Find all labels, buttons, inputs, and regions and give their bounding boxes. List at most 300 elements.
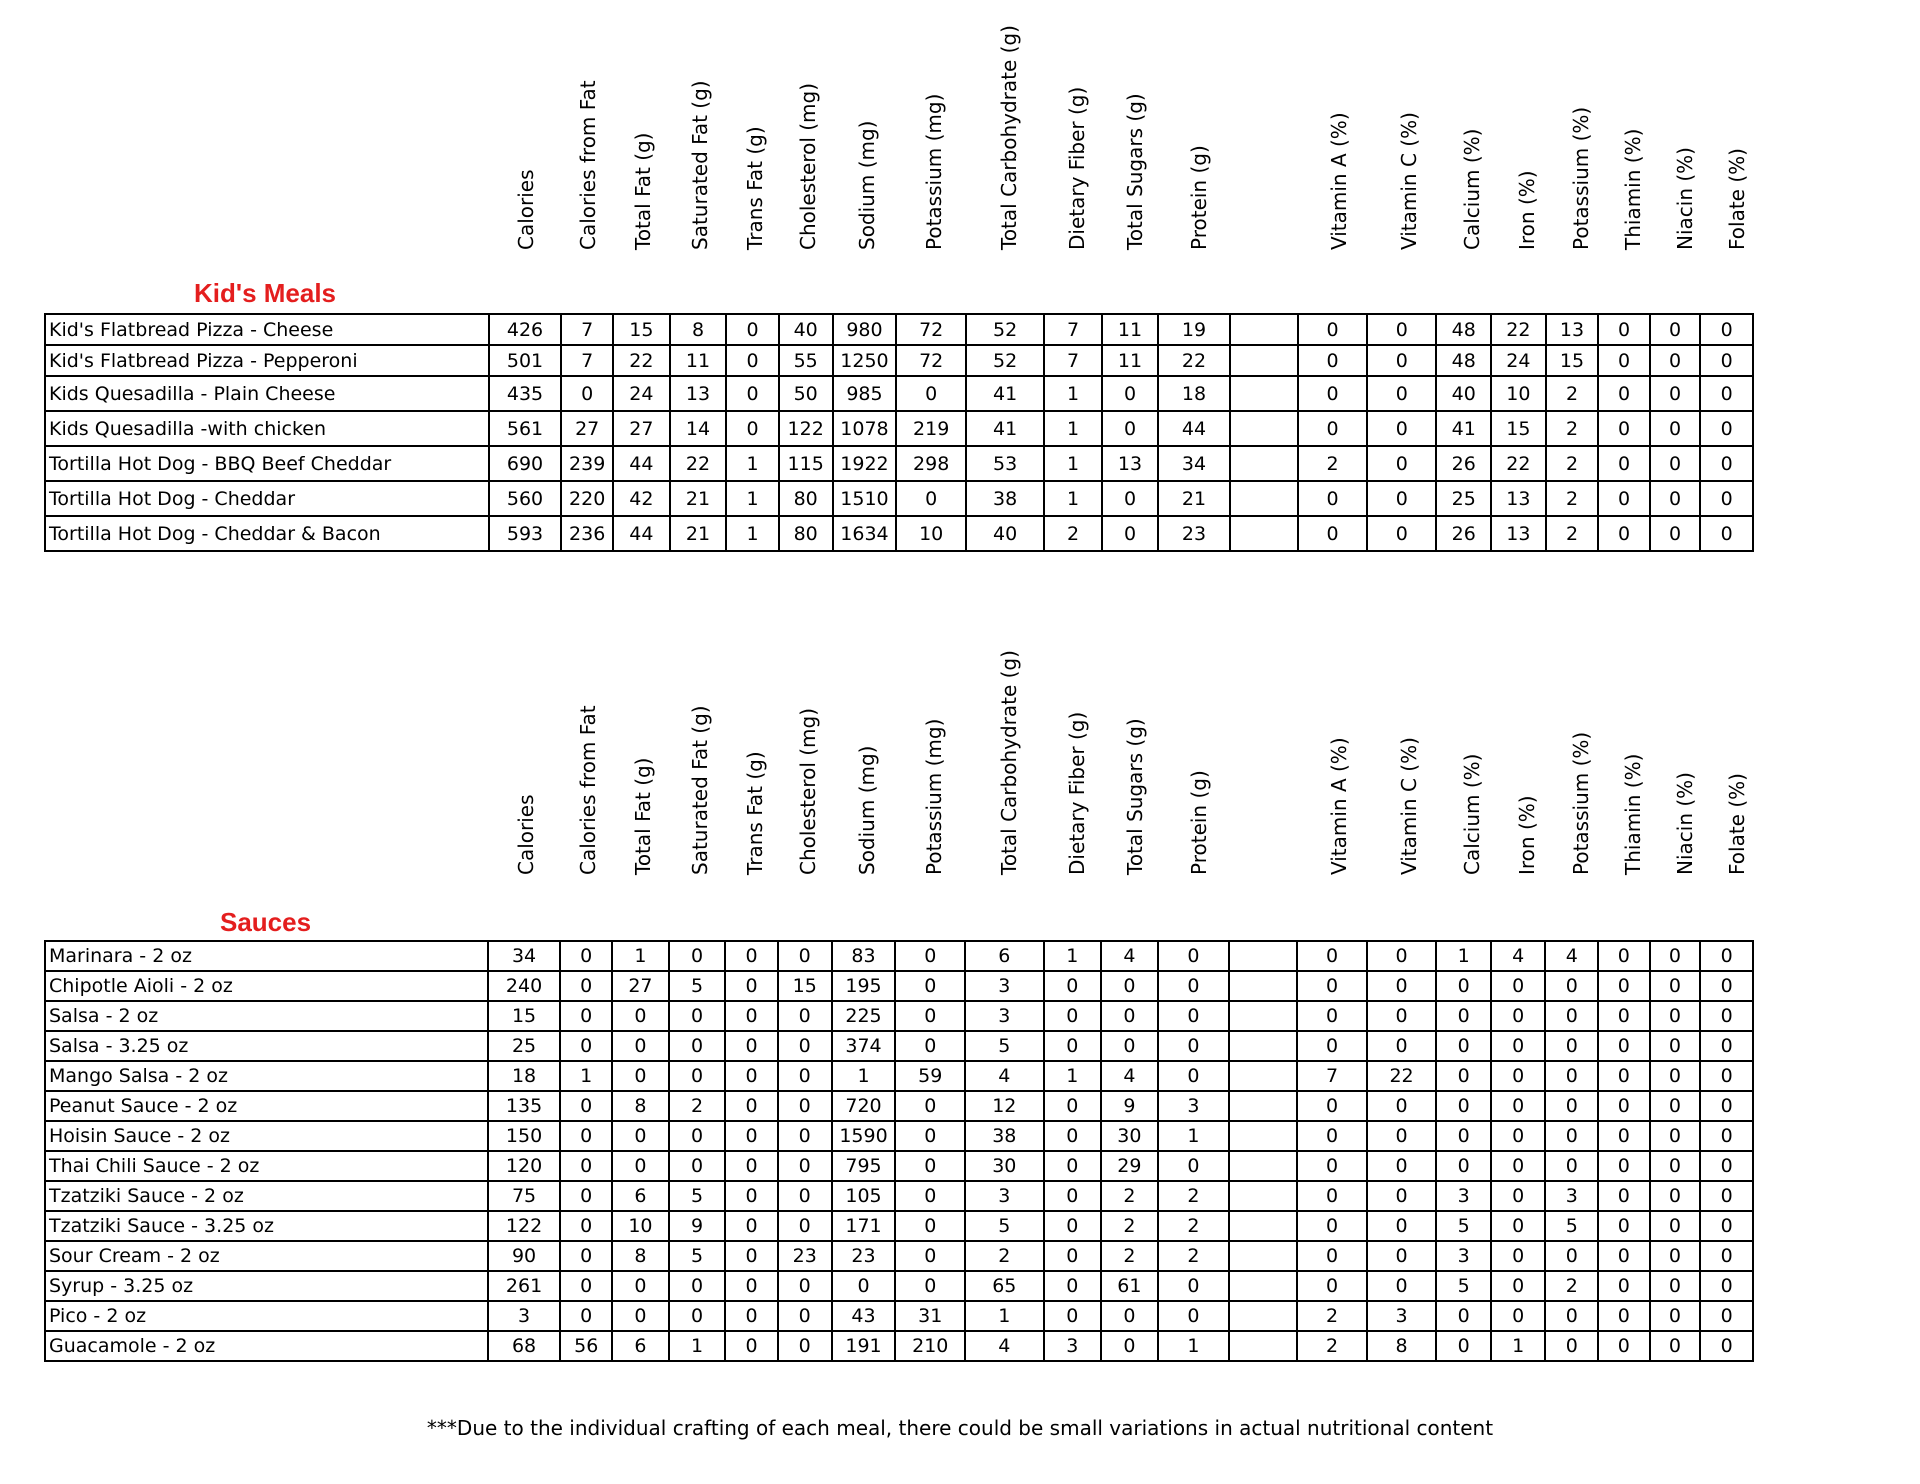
table-cell: [1229, 1331, 1297, 1361]
table-cell: 0: [669, 1121, 726, 1151]
table-cell: 0: [1650, 1241, 1701, 1271]
table-cell: 0: [612, 1121, 669, 1151]
table-cell: [1230, 376, 1298, 411]
table-cell: 44: [1158, 411, 1229, 446]
table-cell: 0: [1367, 1271, 1437, 1301]
table-cell: 0: [1367, 314, 1436, 345]
table-cell: 11: [1102, 314, 1159, 345]
table-cell: 80: [779, 481, 833, 516]
table-cell: 0: [669, 1001, 726, 1031]
table-cell: 0: [725, 1061, 778, 1091]
column-header: Calories: [513, 794, 538, 875]
table-cell: 0: [1598, 516, 1650, 551]
table-cell: 115: [779, 446, 833, 481]
table-cell: 1: [726, 481, 779, 516]
table-cell: 0: [778, 1031, 832, 1061]
column-header: Total Fat (g): [630, 132, 655, 250]
table-cell: 23: [1158, 516, 1229, 551]
table-cell: 44: [613, 446, 670, 481]
column-header: Folate (%): [1724, 148, 1749, 250]
table-cell: 24: [613, 376, 670, 411]
item-name: Kids Quesadilla - Plain Cheese: [45, 376, 489, 411]
table-cell: [1230, 345, 1298, 376]
table-cell: 0: [725, 1181, 778, 1211]
table-cell: 48: [1436, 314, 1491, 345]
table-cell: 0: [725, 1091, 778, 1121]
table-cell: 4: [965, 1331, 1043, 1361]
table-cell: 9: [669, 1211, 726, 1241]
table-cell: 0: [1436, 971, 1491, 1001]
table-cell: 0: [1491, 1001, 1546, 1031]
table-cell: 2: [1297, 1331, 1366, 1361]
table-cell: 2: [1298, 446, 1367, 481]
table-cell: 0: [1367, 1241, 1437, 1271]
table-cell: 0: [725, 1331, 778, 1361]
table-cell: 0: [778, 941, 832, 971]
table-cell: 561: [489, 411, 562, 446]
table-cell: 0: [560, 941, 612, 971]
table-cell: 0: [1158, 971, 1229, 1001]
table-cell: 0: [560, 1121, 612, 1151]
table-cell: 0: [1436, 1091, 1491, 1121]
table-cell: 80: [779, 516, 833, 551]
table-cell: 0: [725, 1271, 778, 1301]
table-cell: 61: [1101, 1271, 1158, 1301]
table-cell: 1: [1491, 1331, 1546, 1361]
table-cell: 0: [1545, 1031, 1598, 1061]
column-header: Protein (g): [1187, 770, 1211, 875]
table-cell: 2: [1546, 376, 1599, 411]
table-cell: 0: [1367, 1091, 1437, 1121]
column-header: Iron (%): [1514, 795, 1539, 875]
table-cell: 0: [1044, 1211, 1102, 1241]
table-cell: 8: [670, 314, 727, 345]
column-header: Cholesterol (mg): [796, 707, 820, 875]
table-cell: 0: [1650, 345, 1701, 376]
table-cell: 0: [669, 1031, 726, 1061]
table-cell: 7: [1044, 345, 1101, 376]
table-cell: 0: [1650, 1301, 1701, 1331]
table-cell: 10: [896, 516, 966, 551]
table-cell: [1229, 1031, 1297, 1061]
table-cell: 4: [1101, 1061, 1158, 1091]
table-cell: 0: [725, 1151, 778, 1181]
table-cell: 1590: [832, 1121, 896, 1151]
table-cell: 0: [561, 376, 613, 411]
table-cell: 0: [1491, 1061, 1546, 1091]
table-cell: 0: [1367, 446, 1436, 481]
table-cell: 0: [895, 1211, 965, 1241]
table-cell: 0: [1650, 1031, 1701, 1061]
table-cell: 3: [1436, 1241, 1491, 1271]
table-cell: 0: [1700, 1241, 1753, 1271]
table-cell: 0: [1598, 1001, 1650, 1031]
table-cell: 0: [1700, 1121, 1753, 1151]
column-header: Total Fat (g): [630, 757, 655, 875]
table-cell: 1: [669, 1331, 726, 1361]
table-cell: 0: [1598, 446, 1650, 481]
table-cell: 225: [832, 1001, 896, 1031]
table-cell: 0: [1297, 941, 1366, 971]
table-cell: 0: [1298, 314, 1367, 345]
table-cell: 0: [1158, 941, 1229, 971]
table-cell: 0: [1598, 1061, 1650, 1091]
table-cell: 0: [560, 1091, 612, 1121]
table-cell: 72: [896, 314, 966, 345]
table-cell: 2: [1297, 1301, 1366, 1331]
table-cell: 374: [832, 1031, 896, 1061]
table-cell: 298: [896, 446, 966, 481]
nutrition-table: [44, 313, 1754, 552]
table-cell: 0: [1044, 1241, 1102, 1271]
table-cell: 0: [1650, 941, 1701, 971]
table-cell: 43: [832, 1301, 896, 1331]
table-cell: 0: [1598, 1031, 1650, 1061]
table-cell: 0: [1436, 1001, 1491, 1031]
table-cell: 0: [1700, 1061, 1753, 1091]
table-row: [45, 1001, 1753, 1031]
table-cell: 5: [669, 1241, 726, 1271]
table-cell: 0: [1598, 314, 1650, 345]
table-cell: 0: [895, 1271, 965, 1301]
table-row: [45, 1061, 1753, 1091]
table-cell: 0: [1650, 314, 1701, 345]
section-title: Sauces: [220, 907, 312, 937]
table-cell: 10: [1491, 376, 1546, 411]
table-cell: [1229, 1211, 1297, 1241]
table-cell: [1229, 1001, 1297, 1031]
table-cell: 1: [612, 941, 669, 971]
table-cell: 0: [1650, 1091, 1701, 1121]
table-cell: 0: [1158, 1061, 1229, 1091]
table-cell: 44: [613, 516, 670, 551]
table-cell: 22: [1491, 446, 1546, 481]
table-cell: 0: [1436, 1151, 1491, 1181]
table-cell: 6: [612, 1181, 669, 1211]
table-cell: 0: [560, 1031, 612, 1061]
column-header: Calcium (%): [1459, 753, 1484, 875]
table-cell: 1: [560, 1061, 612, 1091]
table-cell: 0: [1367, 516, 1436, 551]
item-name: Kid's Flatbread Pizza - Cheese: [45, 314, 489, 345]
table-cell: 2: [1158, 1181, 1229, 1211]
table-cell: 0: [1101, 971, 1158, 1001]
table-cell: 7: [561, 345, 613, 376]
table-cell: 0: [1545, 1151, 1598, 1181]
table-cell: 122: [779, 411, 833, 446]
table-cell: 0: [832, 1271, 896, 1301]
table-cell: 0: [1545, 1091, 1598, 1121]
table-cell: 0: [1101, 1301, 1158, 1331]
table-cell: 24: [1491, 345, 1546, 376]
item-name: Tortilla Hot Dog - Cheddar: [45, 481, 489, 516]
table-cell: 72: [896, 345, 966, 376]
table-cell: 1: [1044, 481, 1101, 516]
column-header: Calories: [513, 169, 538, 250]
table-cell: 0: [725, 1031, 778, 1061]
table-cell: [1229, 941, 1297, 971]
table-cell: 22: [613, 345, 670, 376]
table-cell: 0: [895, 1031, 965, 1061]
table-cell: 0: [726, 376, 779, 411]
table-cell: 0: [1700, 345, 1753, 376]
table-cell: 0: [1297, 971, 1366, 1001]
table-cell: 219: [896, 411, 966, 446]
table-cell: [1229, 1091, 1297, 1121]
column-header: Trans Fat (g): [742, 126, 767, 250]
table-cell: 0: [1044, 1001, 1102, 1031]
table-cell: 0: [895, 1091, 965, 1121]
table-cell: 135: [488, 1091, 561, 1121]
item-name: Syrup - 3.25 oz: [45, 1271, 488, 1301]
table-cell: 2: [1044, 516, 1101, 551]
table-cell: 10: [612, 1211, 669, 1241]
table-cell: 22: [1158, 345, 1229, 376]
table-row: [45, 1331, 1753, 1361]
table-cell: 0: [1598, 1211, 1650, 1241]
table-cell: 0: [1650, 1001, 1701, 1031]
table-cell: 0: [1598, 1091, 1650, 1121]
table-cell: 5: [1436, 1211, 1491, 1241]
table-cell: 0: [669, 1061, 726, 1091]
table-cell: 27: [612, 971, 669, 1001]
column-header: Potassium (mg): [922, 718, 946, 875]
column-header: Total Sugars (g): [1122, 718, 1147, 875]
table-cell: 426: [489, 314, 562, 345]
table-cell: 122: [488, 1211, 561, 1241]
table-cell: 3: [1545, 1181, 1598, 1211]
footnote: ***Due to the individual crafting of each meal, there could be small variations in actual nutritional content: [426, 1416, 1494, 1440]
table-cell: 0: [1044, 1301, 1102, 1331]
table-cell: 0: [896, 376, 966, 411]
table-row: [45, 1271, 1753, 1301]
table-cell: 105: [832, 1181, 896, 1211]
table-cell: 0: [1297, 1031, 1366, 1061]
table-cell: 0: [895, 1241, 965, 1271]
item-name: Chipotle Aioli - 2 oz: [45, 971, 488, 1001]
table-cell: 42: [613, 481, 670, 516]
table-cell: 0: [612, 1061, 669, 1091]
table-cell: 0: [612, 1031, 669, 1061]
table-cell: 0: [1367, 941, 1437, 971]
column-header: Potassium (mg): [922, 93, 946, 250]
table-cell: 2: [1545, 1271, 1598, 1301]
table-cell: 0: [1700, 481, 1753, 516]
table-cell: 0: [669, 941, 726, 971]
table-cell: 27: [561, 411, 613, 446]
table-cell: 0: [1650, 446, 1701, 481]
table-cell: 0: [778, 1271, 832, 1301]
table-cell: 1: [726, 516, 779, 551]
table-cell: 0: [895, 1121, 965, 1151]
table-cell: 59: [895, 1061, 965, 1091]
table-cell: 0: [1298, 411, 1367, 446]
table-cell: 3: [1158, 1091, 1229, 1121]
table-cell: 5: [669, 1181, 726, 1211]
table-cell: 0: [895, 971, 965, 1001]
table-row: [45, 1241, 1753, 1271]
table-cell: 56: [560, 1331, 612, 1361]
column-header: Cholesterol (mg): [796, 82, 820, 250]
table-cell: 1922: [833, 446, 897, 481]
table-cell: 0: [560, 1271, 612, 1301]
table-cell: 8: [612, 1241, 669, 1271]
table-cell: 195: [832, 971, 896, 1001]
item-name: Thai Chili Sauce - 2 oz: [45, 1151, 488, 1181]
table-cell: 0: [1650, 1061, 1701, 1091]
column-header: Folate (%): [1724, 773, 1749, 875]
item-name: Tortilla Hot Dog - BBQ Beef Cheddar: [45, 446, 489, 481]
table-cell: 150: [488, 1121, 561, 1151]
table-cell: 7: [1044, 314, 1101, 345]
column-header: Trans Fat (g): [742, 751, 767, 875]
table-cell: 9: [1101, 1091, 1158, 1121]
table-cell: 6: [965, 941, 1043, 971]
table-cell: 12: [965, 1091, 1043, 1121]
table-cell: 0: [1297, 1241, 1366, 1271]
table-cell: 0: [1650, 481, 1701, 516]
column-header: Calcium (%): [1459, 128, 1484, 250]
table-cell: 2: [1158, 1241, 1229, 1271]
table-cell: 22: [1367, 1061, 1437, 1091]
table-cell: 2: [1101, 1211, 1158, 1241]
table-cell: 0: [1367, 411, 1436, 446]
table-cell: 0: [1367, 971, 1437, 1001]
table-cell: 0: [612, 1151, 669, 1181]
item-name: Sour Cream - 2 oz: [45, 1241, 488, 1271]
table-cell: 501: [489, 345, 562, 376]
table-cell: 40: [779, 314, 833, 345]
table-cell: 0: [1598, 1271, 1650, 1301]
table-cell: 0: [1650, 1181, 1701, 1211]
table-row: [45, 1211, 1753, 1241]
table-row: [45, 345, 1753, 376]
table-cell: 11: [1102, 345, 1159, 376]
table-cell: 68: [488, 1331, 561, 1361]
table-cell: 0: [1367, 1211, 1437, 1241]
table-row: [45, 1121, 1753, 1151]
table-cell: 26: [1436, 446, 1491, 481]
table-cell: 15: [488, 1001, 561, 1031]
table-cell: 18: [488, 1061, 561, 1091]
table-cell: 19: [1158, 314, 1229, 345]
table-cell: 0: [895, 1151, 965, 1181]
table-cell: 13: [1491, 516, 1546, 551]
table-cell: 41: [966, 411, 1044, 446]
table-cell: 0: [560, 1211, 612, 1241]
table-cell: 0: [1598, 1331, 1650, 1361]
table-cell: 0: [1297, 1091, 1366, 1121]
table-cell: 0: [1545, 1301, 1598, 1331]
table-row: [45, 1181, 1753, 1211]
table-row: [45, 971, 1753, 1001]
table-cell: 0: [726, 314, 779, 345]
table-cell: 0: [1044, 1031, 1102, 1061]
table-cell: 1: [1044, 446, 1101, 481]
table-cell: 3: [965, 1001, 1043, 1031]
table-cell: 0: [1700, 411, 1753, 446]
table-cell: 1634: [833, 516, 897, 551]
table-cell: 23: [778, 1241, 832, 1271]
table-cell: 0: [560, 971, 612, 1001]
column-header: Vitamin A (%): [1327, 112, 1351, 250]
table-cell: 2: [1546, 411, 1599, 446]
table-cell: 0: [1436, 1031, 1491, 1061]
table-cell: 8: [1367, 1331, 1437, 1361]
column-header: Sodium (mg): [855, 745, 879, 875]
table-cell: 0: [1650, 376, 1701, 411]
table-cell: 6: [612, 1331, 669, 1361]
table-cell: 1: [1158, 1331, 1229, 1361]
table-cell: 65: [965, 1271, 1043, 1301]
item-name: Kid's Flatbread Pizza - Pepperoni: [45, 345, 489, 376]
table-cell: 40: [966, 516, 1044, 551]
column-header: Total Carbohydrate (g): [996, 25, 1021, 250]
table-cell: [1230, 411, 1298, 446]
table-cell: 0: [1102, 376, 1159, 411]
nutrition-table: [44, 940, 1754, 1362]
item-name: Mango Salsa - 2 oz: [45, 1061, 488, 1091]
table-cell: 0: [1700, 314, 1753, 345]
table-cell: 0: [1436, 1121, 1491, 1151]
table-cell: 0: [1598, 1151, 1650, 1181]
table-cell: 8: [612, 1091, 669, 1121]
table-cell: [1229, 971, 1297, 1001]
table-cell: 31: [895, 1301, 965, 1331]
table-cell: 0: [1101, 1331, 1158, 1361]
table-cell: 0: [1367, 1181, 1437, 1211]
table-cell: 0: [1436, 1331, 1491, 1361]
table-cell: 2: [1546, 446, 1599, 481]
column-header: Total Carbohydrate (g): [996, 650, 1021, 875]
table-cell: 0: [1044, 1091, 1102, 1121]
column-header: Calories from Fat: [576, 705, 600, 875]
table-cell: 0: [1598, 971, 1650, 1001]
table-cell: 0: [1650, 1151, 1701, 1181]
table-cell: 0: [1298, 516, 1367, 551]
table-cell: 236: [561, 516, 613, 551]
column-header: Niacin (%): [1672, 147, 1697, 250]
table-cell: 0: [1158, 1151, 1229, 1181]
table-row: [45, 1031, 1753, 1061]
table-cell: 0: [1700, 1211, 1753, 1241]
table-cell: 4: [1491, 941, 1546, 971]
table-cell: 38: [965, 1121, 1043, 1151]
item-name: Tortilla Hot Dog - Cheddar & Bacon: [45, 516, 489, 551]
table-cell: 1: [1044, 376, 1101, 411]
table-cell: 0: [1700, 971, 1753, 1001]
table-cell: 0: [778, 1091, 832, 1121]
table-cell: 27: [613, 411, 670, 446]
table-cell: 0: [1700, 1271, 1753, 1301]
table-cell: 690: [489, 446, 562, 481]
table-cell: 0: [560, 1151, 612, 1181]
table-cell: 2: [1546, 516, 1599, 551]
table-cell: 34: [1158, 446, 1229, 481]
table-cell: 1: [1436, 941, 1491, 971]
table-cell: 0: [778, 1061, 832, 1091]
table-cell: 1: [1044, 941, 1102, 971]
item-name: Tzatziki Sauce - 2 oz: [45, 1181, 488, 1211]
table-cell: 0: [1044, 1271, 1102, 1301]
column-header: Vitamin C (%): [1397, 737, 1421, 875]
table-cell: 0: [778, 1181, 832, 1211]
table-cell: 15: [613, 314, 670, 345]
table-cell: [1230, 516, 1298, 551]
table-cell: 0: [1158, 1001, 1229, 1031]
table-cell: 0: [1158, 1301, 1229, 1331]
table-cell: 0: [560, 1181, 612, 1211]
